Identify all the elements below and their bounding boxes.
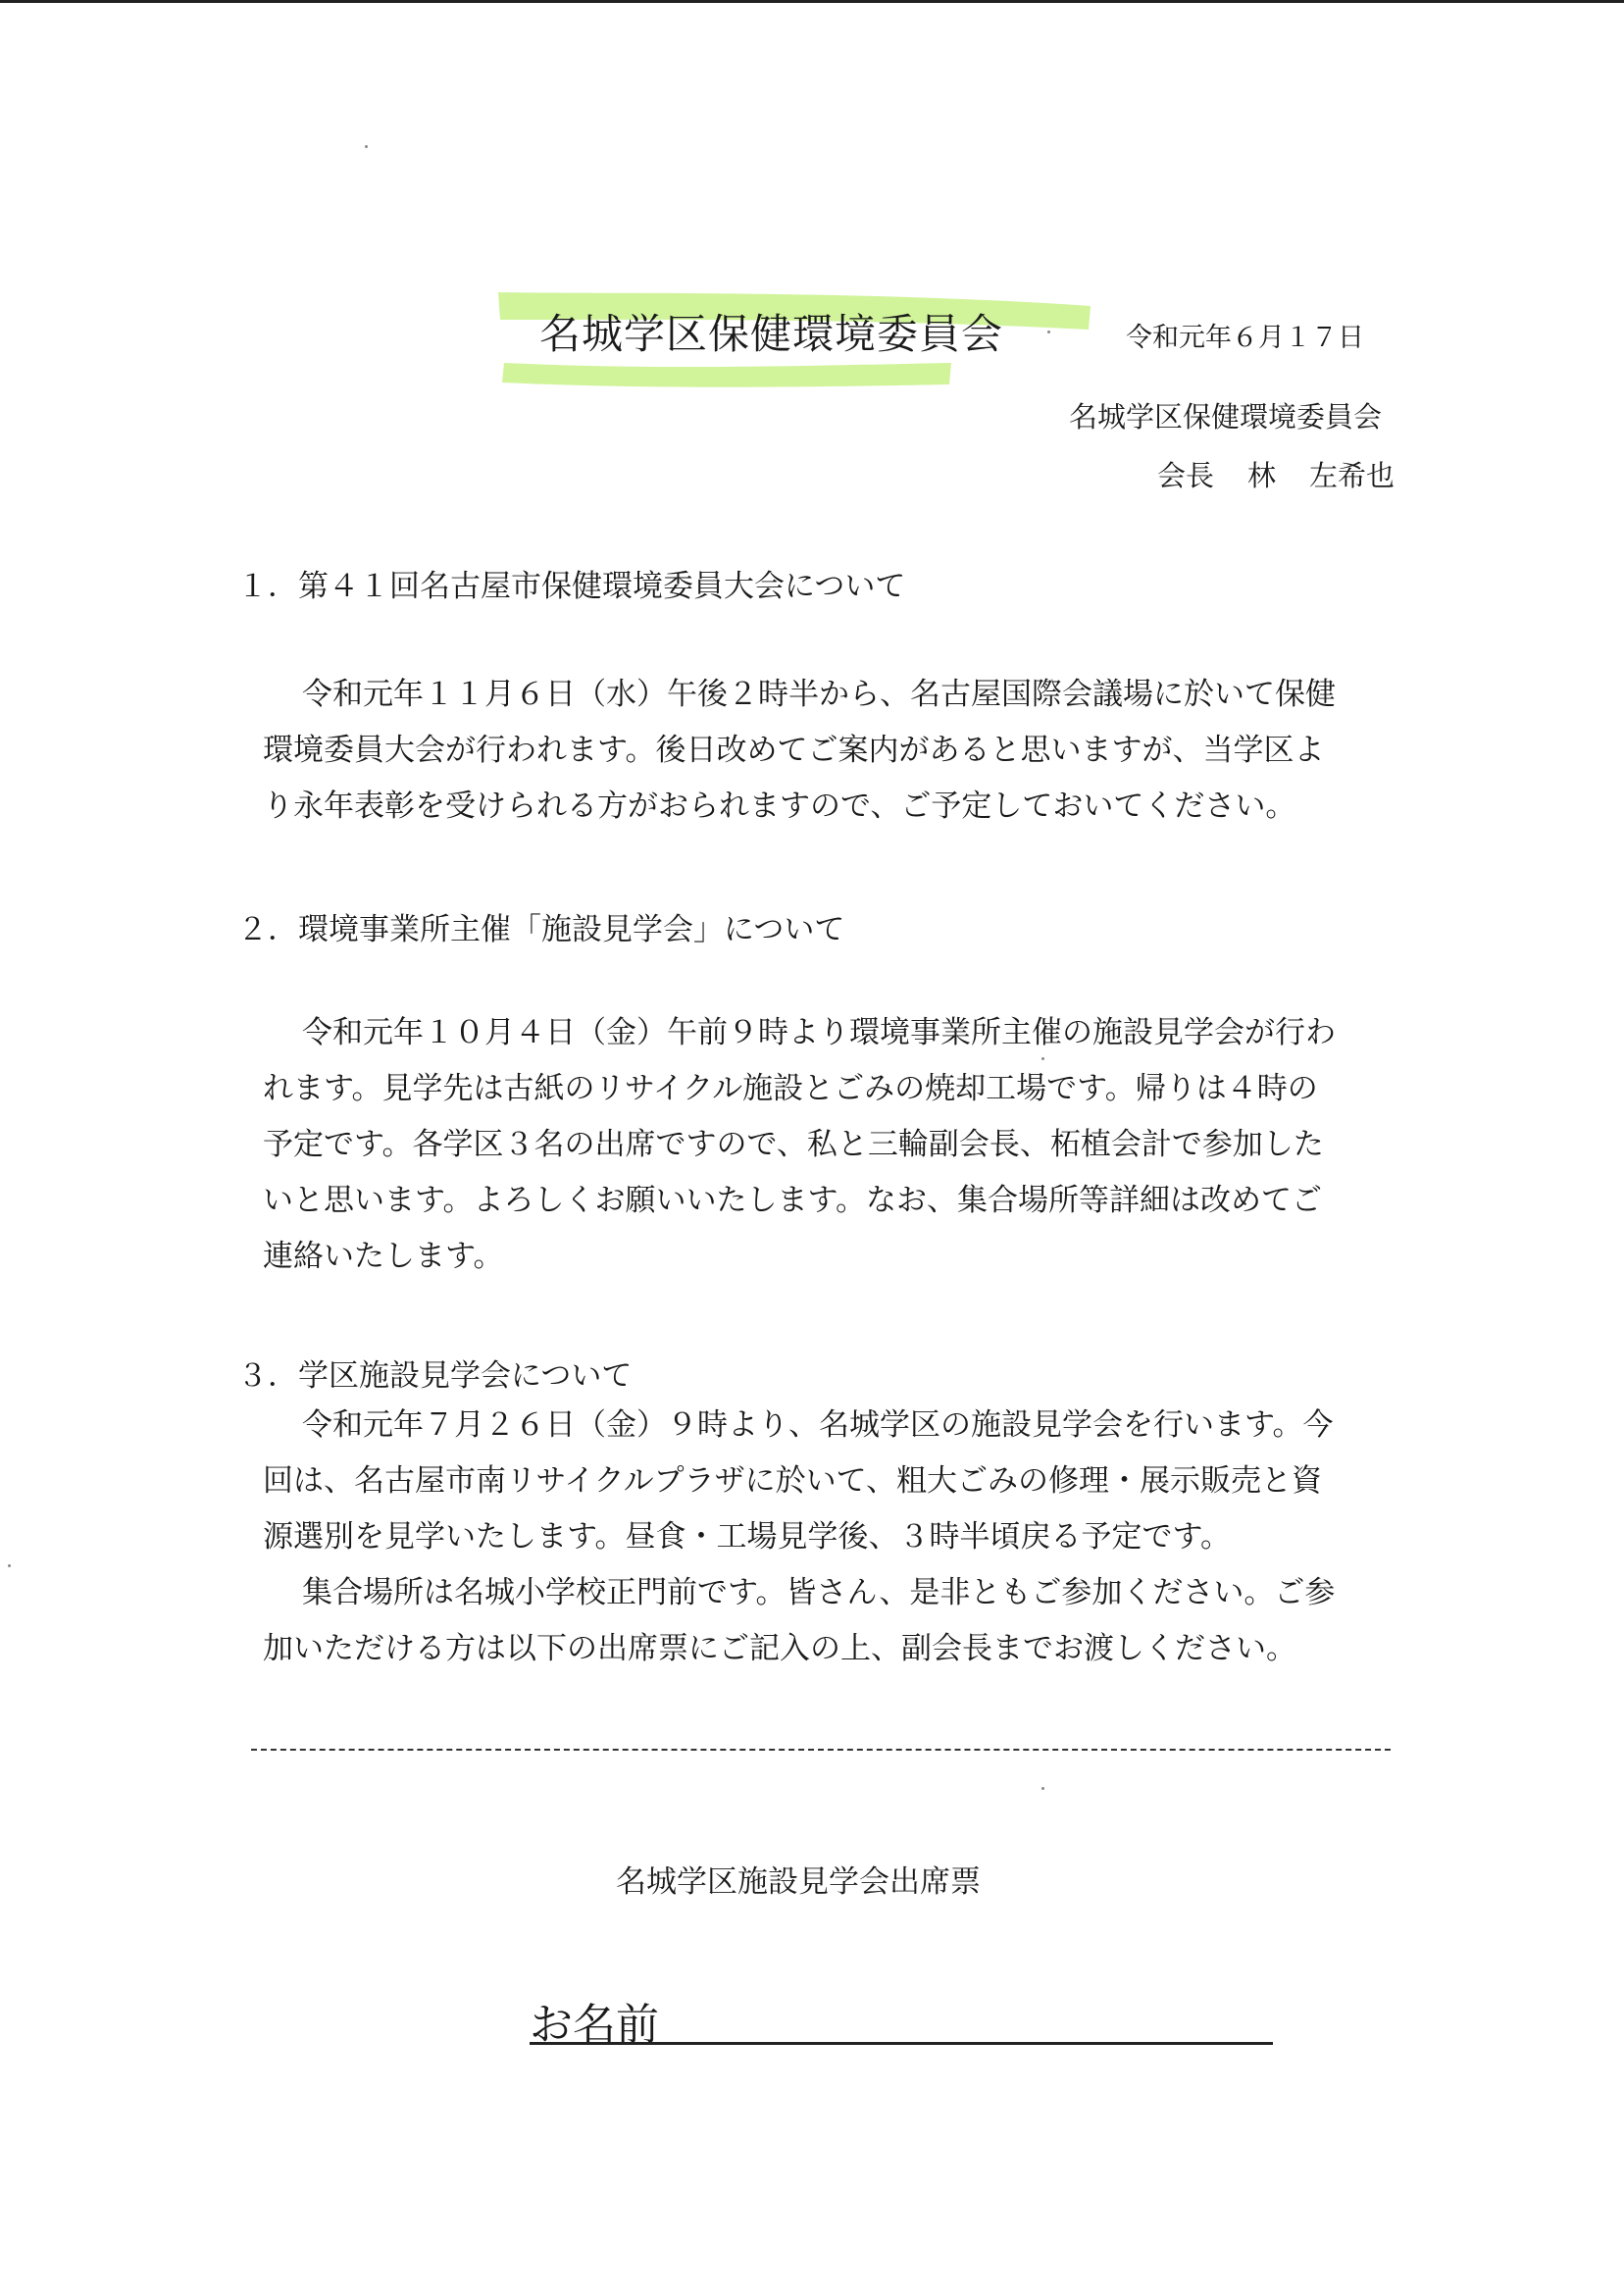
scan-speck bbox=[1041, 1787, 1044, 1790]
document-title: 名城学区保健環境委員会 bbox=[539, 310, 1004, 358]
scan-speck bbox=[8, 1564, 11, 1567]
cut-line bbox=[251, 1749, 1391, 1751]
section-2-body bbox=[263, 1005, 1410, 1285]
section-3-line: 集合場所は名城小学校正門前です。皆さん、是非ともご参加ください。ご参 bbox=[302, 1575, 1336, 1610]
section-3-line: 源選別を見学いたします。昼食・工場見学後、３時半頃戻る予定です。 bbox=[263, 1519, 1232, 1555]
sender-chair bbox=[1157, 454, 1395, 494]
issue-date: 令和元年６月１７日 bbox=[1126, 323, 1364, 353]
title-block bbox=[490, 284, 1098, 392]
section-3-heading: ３．学区施設見学会について bbox=[237, 1358, 633, 1394]
chair-role: 会長 bbox=[1157, 459, 1215, 492]
scan-top-edge bbox=[0, 0, 1624, 3]
sender-organization: 名城学区保健環境委員会 bbox=[1069, 400, 1383, 433]
section-1-line: 環境委員大会が行われます。後日改めてご案内があると思いますが、当学区よ bbox=[263, 733, 1325, 768]
chair-given-name: 左希也 bbox=[1309, 459, 1396, 492]
scan-speck bbox=[1047, 331, 1050, 333]
section-3-line: 回は、名古屋市南リサイクルプラザに於いて、粗大ごみの修理・展示販売と資 bbox=[263, 1463, 1323, 1499]
name-label: お名前 bbox=[530, 2000, 659, 2050]
section-2-line: 連絡いたします。 bbox=[263, 1239, 504, 1274]
chair-family-name: 林 bbox=[1247, 459, 1277, 492]
scan-speck bbox=[365, 145, 368, 148]
attendance-form-title: 名城学区施設見学会出席票 bbox=[616, 1864, 981, 1900]
section-2-line: 予定です。各学区３名の出席ですので、私と三輪副会長、柘植会計で参加した bbox=[263, 1127, 1324, 1162]
name-entry-line bbox=[530, 2042, 1273, 2045]
section-1-body bbox=[263, 667, 1410, 835]
section-2-line: 令和元年１０月４日（金）午前９時より環境事業所主催の施設見学会が行わ bbox=[302, 1015, 1336, 1050]
scan-speck bbox=[1041, 1057, 1044, 1060]
section-1-heading: １．第４１回名古屋市保健環境委員大会について bbox=[237, 569, 906, 604]
section-2-heading: ２．環境事業所主催「施設見学会」について bbox=[237, 912, 845, 947]
section-1-line: り永年表彰を受けられる方がおられますので、ご予定しておいてください。 bbox=[263, 789, 1296, 824]
section-3-line: 令和元年７月２６日（金）９時より、名城学区の施設見学会を行います。今 bbox=[302, 1407, 1334, 1443]
section-2-line: れます。見学先は古紙のリサイクル施設とごみの焼却工場です。帰りは４時の bbox=[263, 1071, 1318, 1106]
section-2-line: いと思います。よろしくお願いいたします。なお、集合場所等詳細は改めてご bbox=[263, 1183, 1323, 1218]
section-3-line: 加いただける方は以下の出席票にご記入の上、副会長までお渡しください。 bbox=[263, 1631, 1296, 1666]
section-1-line: 令和元年１１月６日（水）午後２時半から、名古屋国際会議場に於いて保健 bbox=[302, 677, 1336, 712]
section-3-body bbox=[263, 1398, 1410, 1677]
